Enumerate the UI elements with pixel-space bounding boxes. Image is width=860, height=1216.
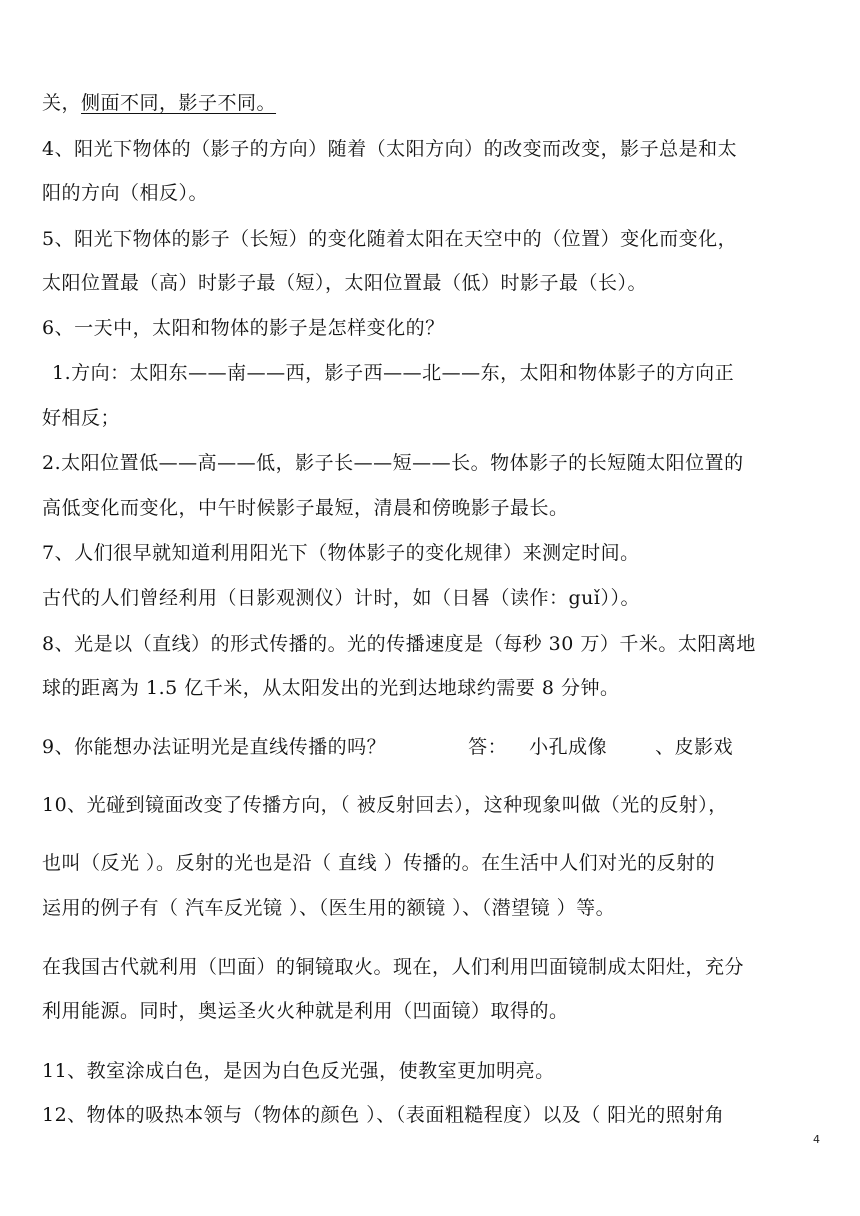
text-line: 6、一天中，太阳和物体的影子是怎样变化的？	[42, 317, 445, 339]
text-line: 太阳位置最（高）时影子最（短），太阳位置最（低）时影子最（长）。	[42, 272, 648, 294]
text-line: 球的距离为 1.5 亿千米，从太阳发出的光到达地球约需要 8 分钟。	[42, 677, 620, 699]
underlined-text: 侧面不同，影子不同。	[81, 92, 277, 114]
text-line: 也叫（反光 ）。反射的光也是沿（ 直线 ）传播的。在生活中人们对光的反射的	[42, 852, 716, 874]
page-number: 4	[813, 1133, 820, 1146]
answer-text: 、皮影戏	[655, 736, 734, 758]
text-line: 在我国古代就利用（凹面）的铜镜取火。现在，人们利用凹面镜制成太阳灶，充分	[42, 956, 745, 978]
text-line: 4、阳光下物体的（影子的方向）随着（太阳方向）的改变而改变，影子总是和太	[42, 138, 738, 160]
text-line: 阳的方向（相反）。	[42, 182, 209, 204]
text-line: 1.方向：太阳东——南——西，影子西——北——东，太阳和物体影子的方向正	[52, 362, 735, 384]
text-line: 古代的人们曾经利用（日影观测仪）计时，如（日晷（读作：guǐ））。	[42, 587, 640, 609]
text-line: 8、光是以（直线）的形式传播的。光的传播速度是（每秒 30 万）千米。太阳离地	[42, 633, 756, 655]
text-line: 利用能源。同时，奥运圣火火种就是利用（凹面镜）取得的。	[42, 1000, 569, 1022]
text-line: 好相反；	[42, 407, 121, 429]
text-span: 关，	[42, 92, 82, 114]
question-text: 9、你能想办法证明光是直线传播的吗？	[42, 736, 387, 758]
text-line	[42, 735, 822, 759]
answer-label: 答：	[468, 736, 508, 758]
text-line	[42, 91, 822, 115]
text-line: 运用的例子有（ 汽车反光镜 ）、（医生用的额镜 ）、（潜望镜 ）等。	[42, 897, 616, 919]
text-line: 12、物体的吸热本领与（物体的颜色 ）、（表面粗糙程度）以及（ 阳光的照射角	[42, 1104, 725, 1126]
text-line: 2.太阳位置低——高——低，影子长——短——长。物体影子的长短随太阳位置的	[42, 452, 744, 474]
text-line: 10、光碰到镜面改变了传播方向，（ 被反射回去），这种现象叫做（光的反射），	[42, 794, 728, 816]
answer-text: 小孔成像	[529, 736, 608, 758]
text-line: 5、阳光下物体的影子（长短）的变化随着太阳在天空中的（位置）变化而变化，	[42, 228, 738, 250]
text-line: 11、教室涂成白色，是因为白色反光强，使教室更加明亮。	[42, 1060, 555, 1082]
text-line: 7、人们很早就知道利用阳光下（物体影子的变化规律）来测定时间。	[42, 542, 640, 564]
text-line: 高低变化而变化，中午时候影子最短，清晨和傍晚影子最长。	[42, 497, 569, 519]
